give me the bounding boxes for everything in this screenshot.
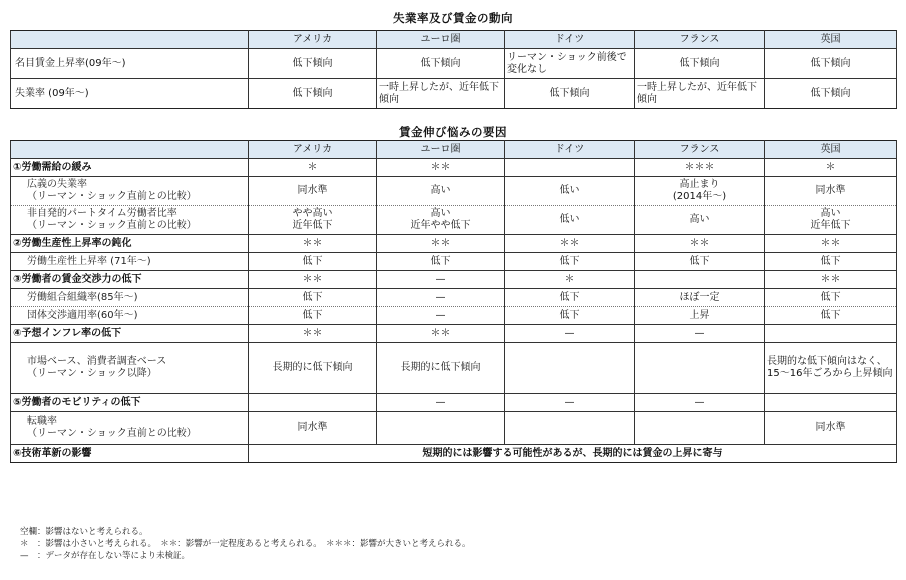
merged-impact-cell: 短期的には影響する可能性があるが、長期的には賃金の上昇に寄与 bbox=[249, 445, 897, 463]
impact-cell bbox=[765, 325, 897, 343]
impact-cell: ＊＊ bbox=[377, 159, 505, 177]
factor-label: ①労働需給の緩み bbox=[11, 159, 249, 177]
indicator-cell: ほぼ一定 bbox=[635, 289, 765, 307]
indicator-row bbox=[11, 307, 897, 325]
indicator-cell: — bbox=[377, 307, 505, 325]
indicator-row bbox=[11, 412, 897, 445]
indicator-cell: 低下 bbox=[635, 253, 765, 271]
footnote: ＊ ：影響は小さいと考えられる。 ＊＊：影響が一定程度あると考えられる。 ＊＊＊：影響が大きいと考えられる。 bbox=[20, 539, 471, 549]
impact-cell: ＊＊ bbox=[765, 235, 897, 253]
table-cell: 低下傾向 bbox=[377, 49, 505, 79]
header-uk: 英国 bbox=[765, 141, 897, 159]
table-cell: 低下傾向 bbox=[249, 49, 377, 79]
table-cell: 低下傾向 bbox=[249, 79, 377, 109]
table-row bbox=[11, 49, 897, 79]
factor-label: ③労働者の賃金交渉力の低下 bbox=[11, 271, 249, 289]
factor-row bbox=[11, 394, 897, 412]
factor-label: ④予想インフレ率の低下 bbox=[11, 325, 249, 343]
indicator-cell: 同水準 bbox=[249, 177, 377, 206]
table-cell: リーマン・ショック前後で変化なし bbox=[505, 49, 635, 79]
indicator-label: 転職率 （リーマン・ショック直前との比較） bbox=[11, 412, 249, 445]
indicator-cell: 低下 bbox=[765, 289, 897, 307]
indicator-row bbox=[11, 289, 897, 307]
indicator-cell: 上昇 bbox=[635, 307, 765, 325]
impact-cell: ＊＊＊ bbox=[635, 159, 765, 177]
table2-header-row bbox=[11, 141, 897, 159]
impact-cell bbox=[635, 271, 765, 289]
header-uk: 英国 bbox=[765, 31, 897, 49]
impact-cell bbox=[765, 394, 897, 412]
impact-cell: ＊＊ bbox=[505, 235, 635, 253]
impact-cell: — bbox=[635, 394, 765, 412]
indicator-cell: 長期的に低下傾向 bbox=[249, 343, 377, 394]
table-cell: 低下傾向 bbox=[505, 79, 635, 109]
impact-cell: — bbox=[377, 394, 505, 412]
impact-cell bbox=[505, 159, 635, 177]
table-cell: 一時上昇したが、近年低下傾向 bbox=[377, 79, 505, 109]
indicator-cell: 高い 近年低下 bbox=[765, 206, 897, 235]
factor-label: ②労働生産性上昇率の鈍化 bbox=[11, 235, 249, 253]
indicator-cell bbox=[505, 412, 635, 445]
wage-factors-table bbox=[10, 140, 897, 463]
impact-cell: ＊＊ bbox=[377, 235, 505, 253]
impact-cell: — bbox=[635, 325, 765, 343]
indicator-cell: 長期的な低下傾向はなく、15〜16年ごろから上昇傾向 bbox=[765, 343, 897, 394]
impact-cell: ＊＊ bbox=[377, 325, 505, 343]
indicator-cell: 低下 bbox=[765, 253, 897, 271]
indicator-label: 広義の失業率 （リーマン・ショック直前との比較） bbox=[11, 177, 249, 206]
table-cell: 低下傾向 bbox=[765, 49, 897, 79]
indicator-cell: 同水準 bbox=[249, 412, 377, 445]
impact-cell: ＊＊ bbox=[249, 235, 377, 253]
factor-row bbox=[11, 235, 897, 253]
table-cell: 低下傾向 bbox=[635, 49, 765, 79]
indicator-cell: 低い bbox=[505, 206, 635, 235]
indicator-cell: 高い 近年やや低下 bbox=[377, 206, 505, 235]
indicator-label: 団体交渉適用率(60年〜) bbox=[11, 307, 249, 325]
impact-cell: ＊＊ bbox=[765, 271, 897, 289]
indicator-cell: 低下 bbox=[249, 307, 377, 325]
indicator-cell: 高い bbox=[635, 206, 765, 235]
header-blank bbox=[11, 31, 249, 49]
indicator-cell: やや高い 近年低下 bbox=[249, 206, 377, 235]
indicator-cell: 低下 bbox=[765, 307, 897, 325]
factor-row bbox=[11, 159, 897, 177]
table-row bbox=[11, 79, 897, 109]
indicator-label: 労働組合組織率(85年〜) bbox=[11, 289, 249, 307]
header-usa: アメリカ bbox=[249, 31, 377, 49]
header-eurozone: ユーロ圏 bbox=[377, 141, 505, 159]
header-usa: アメリカ bbox=[249, 141, 377, 159]
indicator-row bbox=[11, 253, 897, 271]
table1-header-row bbox=[11, 31, 897, 49]
header-blank bbox=[11, 141, 249, 159]
factor-row bbox=[11, 325, 897, 343]
table-cell: 低下傾向 bbox=[765, 79, 897, 109]
indicator-cell bbox=[635, 343, 765, 394]
indicator-cell: 低下 bbox=[249, 253, 377, 271]
impact-cell: ＊＊ bbox=[249, 325, 377, 343]
indicator-cell: 高い bbox=[377, 177, 505, 206]
indicator-cell bbox=[505, 343, 635, 394]
row-label: 失業率 (09年〜) bbox=[11, 79, 249, 109]
impact-cell: — bbox=[505, 394, 635, 412]
indicator-cell: 低下 bbox=[249, 289, 377, 307]
indicator-cell: 長期的に低下傾向 bbox=[377, 343, 505, 394]
footnotes bbox=[20, 526, 471, 562]
impact-cell: ＊ bbox=[505, 271, 635, 289]
indicator-label: 非自発的パートタイム労働者比率 （リーマン・ショック直前との比較） bbox=[11, 206, 249, 235]
indicator-cell: 同水準 bbox=[765, 177, 897, 206]
indicator-cell bbox=[377, 412, 505, 445]
indicator-label: 労働生産性上昇率 (71年〜) bbox=[11, 253, 249, 271]
labor-trend-table bbox=[10, 30, 897, 109]
indicator-cell: 低下 bbox=[505, 307, 635, 325]
table2-title: 賃金伸び悩みの要因 bbox=[399, 125, 507, 139]
indicator-cell: — bbox=[377, 289, 505, 307]
row-label: 名目賃金上昇率(09年〜) bbox=[11, 49, 249, 79]
impact-cell: ＊＊ bbox=[635, 235, 765, 253]
footnote: 空欄：影響はないと考えられる。 bbox=[20, 527, 148, 537]
header-france: フランス bbox=[635, 31, 765, 49]
impact-cell bbox=[249, 394, 377, 412]
indicator-row bbox=[11, 343, 897, 394]
indicator-row bbox=[11, 206, 897, 235]
indicator-cell bbox=[635, 412, 765, 445]
indicator-cell: 低下 bbox=[505, 289, 635, 307]
impact-cell: ＊ bbox=[249, 159, 377, 177]
impact-cell: — bbox=[505, 325, 635, 343]
impact-cell: — bbox=[377, 271, 505, 289]
indicator-label: 市場ベース、消費者調査ベース （リーマン・ショック以降） bbox=[11, 343, 249, 394]
indicator-cell: 高止まり (2014年〜) bbox=[635, 177, 765, 206]
impact-cell: ＊＊ bbox=[249, 271, 377, 289]
table-cell: 一時上昇したが、近年低下傾向 bbox=[635, 79, 765, 109]
indicator-cell: 同水準 bbox=[765, 412, 897, 445]
indicator-row bbox=[11, 177, 897, 206]
header-france: フランス bbox=[635, 141, 765, 159]
indicator-cell: 低下 bbox=[377, 253, 505, 271]
table1-title: 失業率及び賃金の動向 bbox=[393, 11, 513, 25]
footnote: — ：データが存在しない等により未検証。 bbox=[20, 551, 191, 561]
factor-row bbox=[11, 271, 897, 289]
header-eurozone: ユーロ圏 bbox=[377, 31, 505, 49]
indicator-cell: 低い bbox=[505, 177, 635, 206]
factor-label: ⑤労働者のモビリティの低下 bbox=[11, 394, 249, 412]
indicator-cell: 低下 bbox=[505, 253, 635, 271]
impact-cell: ＊ bbox=[765, 159, 897, 177]
header-germany: ドイツ bbox=[505, 141, 635, 159]
factor-row bbox=[11, 445, 897, 463]
header-germany: ドイツ bbox=[505, 31, 635, 49]
factor-label: ⑥技術革新の影響 bbox=[11, 445, 249, 463]
